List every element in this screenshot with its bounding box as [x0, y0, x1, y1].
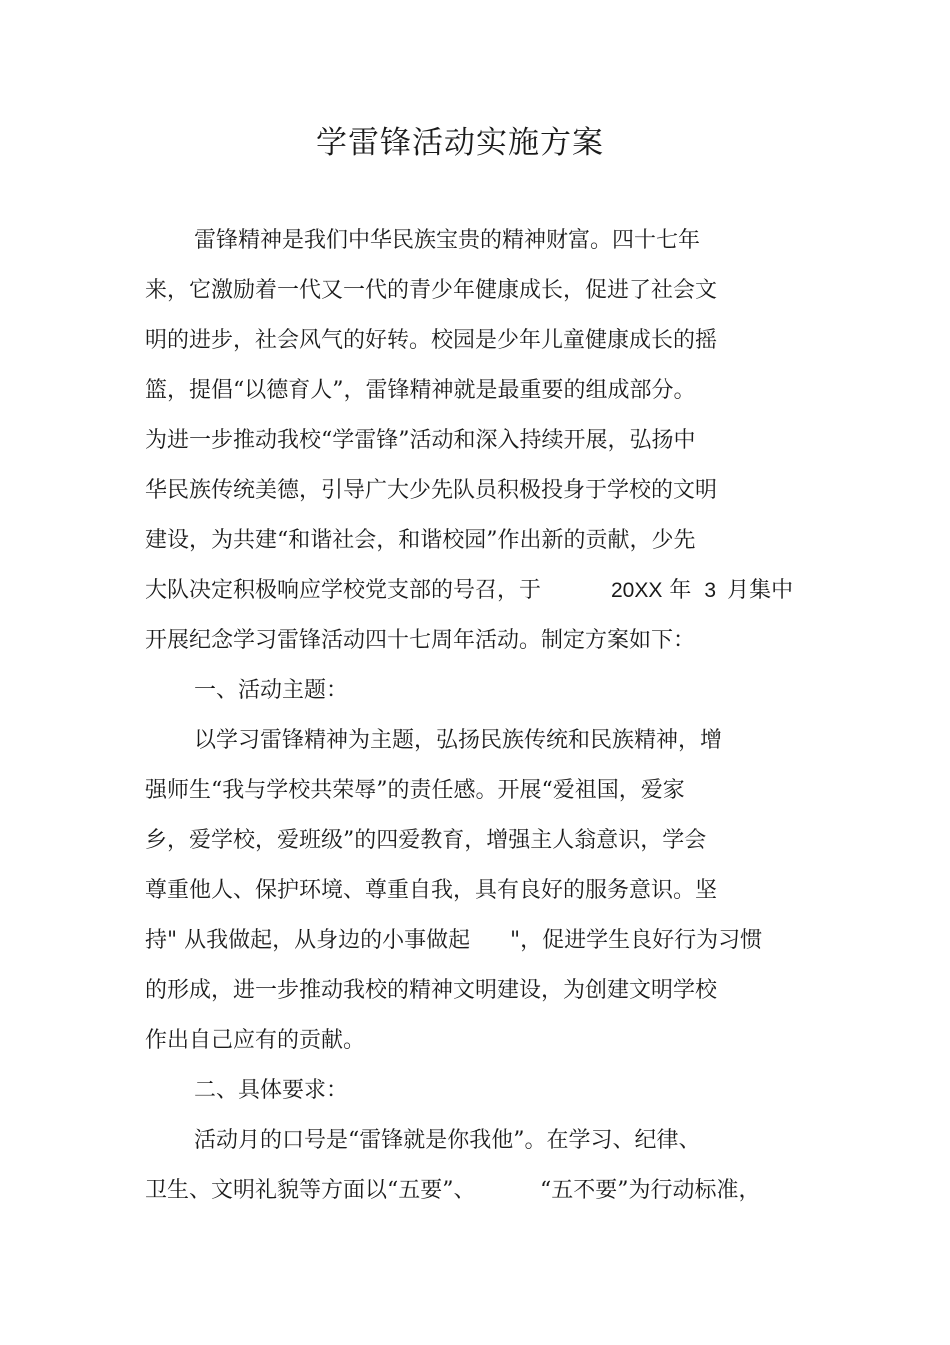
paragraph-line: 强师生“我与学校共荣辱”的责任感。开展“爱祖国，爱家 — [145, 778, 685, 803]
section-heading-theme: 一、活动主题： — [194, 678, 349, 703]
date-fragment — [611, 576, 793, 606]
paragraph-line: 尊重他人、保护环境、尊重自我，具有良好的服务意识。坚 — [145, 878, 718, 903]
paragraph-line: 的形成，进一步推动我校的精神文明建设，为创建文明学校 — [145, 978, 718, 1003]
paragraph-line: 开展纪念学习雷锋活动四十七周年活动。制定方案如下： — [145, 628, 696, 653]
paragraph-line: 乡，爱学校，爱班级”的四爱教育，增强主人翁意识，学会 — [145, 828, 707, 853]
paragraph-line: 持" 从我做起，从身边的小事做起 — [145, 928, 471, 953]
paragraph-line: 以学习雷锋精神为主题，弘扬民族传统和民族精神，增 — [194, 728, 723, 753]
section-heading-requirements: 二、具体要求： — [194, 1078, 349, 1103]
paragraph-line: 建设，为共建“和谐社会，和谐校园”作出新的贡献，少先 — [145, 528, 696, 553]
paragraph-line: 卫生、文明礼貌等方面以“五要”、 — [145, 1178, 476, 1203]
paragraph-line: 活动月的口号是“雷锋就是你我他”。在学习、纪律、 — [194, 1128, 701, 1153]
paragraph-line: “五不要”为行动标准， — [540, 1178, 761, 1203]
paragraph-line: 雷锋精神是我们中华民族宝贵的精神财富。四十七年 — [194, 228, 701, 253]
paragraph-line: 篮，提倡“以德育人”，雷锋精神就是最重要的组成部分。 — [145, 378, 696, 403]
month-suffix: 月集中 — [727, 578, 794, 603]
paragraph-line: 来，它激励着一代又一代的青少年健康成长，促进了社会文 — [145, 278, 718, 303]
paragraph-line: 作出自己应有的贡献。 — [145, 1028, 366, 1053]
year-suffix: 年 — [669, 578, 692, 603]
paragraph-line: 为进一步推动我校“学雷锋”活动和深入持续开展，弘扬中 — [145, 428, 696, 453]
document-title: 学雷锋活动实施方案 — [316, 125, 604, 161]
month-number: 3 — [704, 579, 717, 602]
paragraph-line: "，促进学生良好行为习惯 — [510, 928, 763, 953]
paragraph-line: 明的进步，社会风气的好转。校园是少年儿童健康成长的摇 — [145, 328, 718, 353]
year-text: 20XX — [611, 579, 663, 602]
paragraph-line: 华民族传统美德，引导广大少先队员积极投身于学校的文明 — [145, 478, 718, 503]
paragraph-line: 大队决定积极响应学校党支部的号召，于 — [145, 578, 542, 603]
